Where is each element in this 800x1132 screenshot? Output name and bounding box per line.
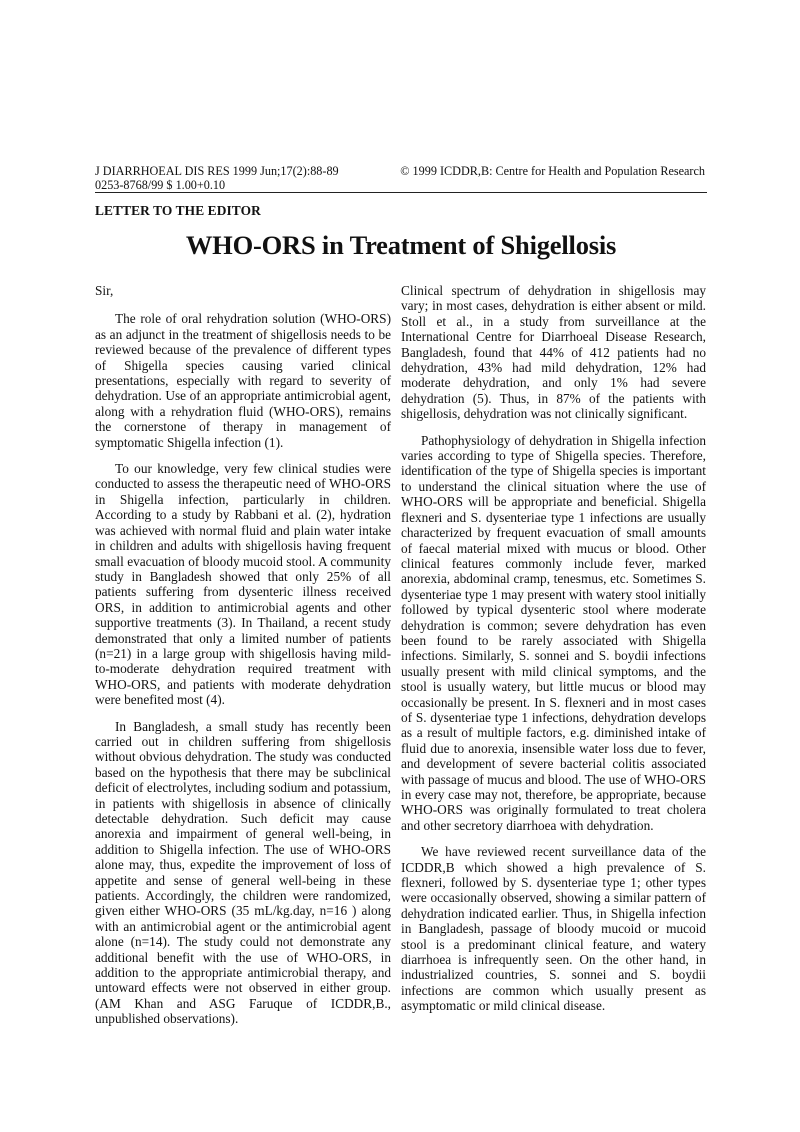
journal-citation: J DIARRHOEAL DIS RES 1999 Jun;17(2):88-89 [95, 164, 339, 178]
paragraph: Pathophysiology of dehydration in Shigella infection varies according to type of Shigella species. Therefore, identification of the type of Shigella species is important to understand the clinical situation where the use of WHO-ORS will be appropriate and beneficial. Shigella flexneri and S. dysenteriae type 1 infections are usually characterized by frequent evacuation of small amounts of faecal material mixed with mucus or blood. Other clinical features commonly include fever, marked anorexia, abdominal cramp, tenesmus, etc. Sometimes S. dysenteriae type 1 may present with watery stool initially followed by typical dysenteric stool where moderate dehydration is common; severe dehydration has even been found to be rarely associated with Shigella infections. Similarly, S. sonnei and S. boydii infections usually present with mild clinical symptoms, and the stool is usually watery, but little mucus or blood may occasionally be present. In S. flexneri and in most cases of S. dysenteriae type 1 infections, dehydration develops as a result of multiple factors, e.g. diminished intake of fluid due to anorexia, insensible water loss due to fever, and development of severe bacterial colitis associated with passage of mucus and blood. The use of WHO-ORS in every case may not, therefore, be appropriate, because WHO-ORS was originally formulated to treat cholera and other secretory diarrhoea with dehydration. [401, 432, 707, 833]
paragraph: We have reviewed recent surveillance data of the ICDDR,B which showed a high prevalence of S. flexneri, followed by S. dysenteriae type 1; other types were occasionally observed, showing a similar pattern of dehydration indicated earlier. Thus, in Shigella infection in Bangladesh, passage of bloody mucoid or mucoid stool is a predominant clinical feature, and watery diarrhoea is infrequently seen. On the other hand, in industrialized countries, S. sonnei and S. boydii infections are common which usually present as asymptomatic or mild clinical disease. [401, 844, 706, 1014]
salutation: Sir, [95, 283, 114, 298]
header-rule [95, 192, 707, 193]
issn-line: 0253-8768/99 $ 1.00+0.10 [95, 178, 226, 192]
copyright-notice: © 1999 ICDDR,B: Centre for Health and Population Research [400, 164, 705, 178]
right-column [401, 283, 706, 1025]
article-title: WHO-ORS in Treatment of Shigellosis [185, 230, 617, 260]
section-label: LETTER TO THE EDITOR [95, 203, 261, 218]
paragraph: The role of oral rehydration solution (WHO-ORS) as an adjunct in the treatment of shigellosis needs to be reviewed because of the prevalence of different types of Shigella species causing varied clinical presentations, especially with regard to severity of dehydration. Use of an appropriate antimicrobial agent, along with a rehydration fluid (WHO-ORS), remains the cornerstone of therapy in management of symptomatic Shigella infection (1). [95, 311, 391, 450]
paragraph: Clinical spectrum of dehydration in shigellosis may vary; in most cases, dehydration is either absent or mild. Stoll et al., in a study from surveillance at the International Centre for Diarrhoeal Disease Research, Bangladesh, found that 44% of 412 patients had no dehydration, 43% had mild dehydration, 12% had moderate dehydration, and only 1% had severe dehydration (5). Thus, in 87% of the patients with shigellosis, dehydration was not clinically significant. [401, 283, 706, 422]
paragraph: To our knowledge, very few clinical studies were conducted to assess the therapeutic need of WHO-ORS in Shigella infection, particularly in children. According to a study by Rabbani et al. (2), hydration was achieved with normal fluid and plain water intake in children and adults with shigellosis having frequent small evacuation of bloody mucoid stool. A community study in Bangladesh showed that only 25% of all patients suffering from dysenteric illness received ORS, in addition to antimicrobial agents and other supportive treatments (3). In Thailand, a recent study demonstrated that only a limited number of patients (n=21) in a large group with shigellosis having mild-to-moderate dehydration required treatment with WHO-ORS, and patients with moderate dehydration were benefited most (4). [95, 461, 391, 708]
left-column [95, 283, 391, 1038]
paragraph: In Bangladesh, a small study has recently been carried out in children suffering from shigellosis without obvious dehydration. The study was conducted based on the hypothesis that there may be subclinical deficit of electrolytes, including sodium and potassium, in patients with shigellosis in absence of clinically detectable dehydration. Such deficit may cause anorexia and impairment of general well-being, in addition to Shigella infection. The use of WHO-ORS alone may, thus, expedite the improvement of loss of appetite and sense of general well-being in these patients. Accordingly, the children were randomized, given either WHO-ORS (35 mL/kg.day, n=16 ) along with an antimicrobial agent or the antimicrobial agent alone (n=14). The study could not demonstrate any additional benefit with the use of WHO-ORS, in addition to the appropriate antimicrobial therapy, and untoward effects were not observed in either group. (AM Khan and ASG Faruque of ICDDR,B., unpublished observations). [95, 718, 391, 1027]
